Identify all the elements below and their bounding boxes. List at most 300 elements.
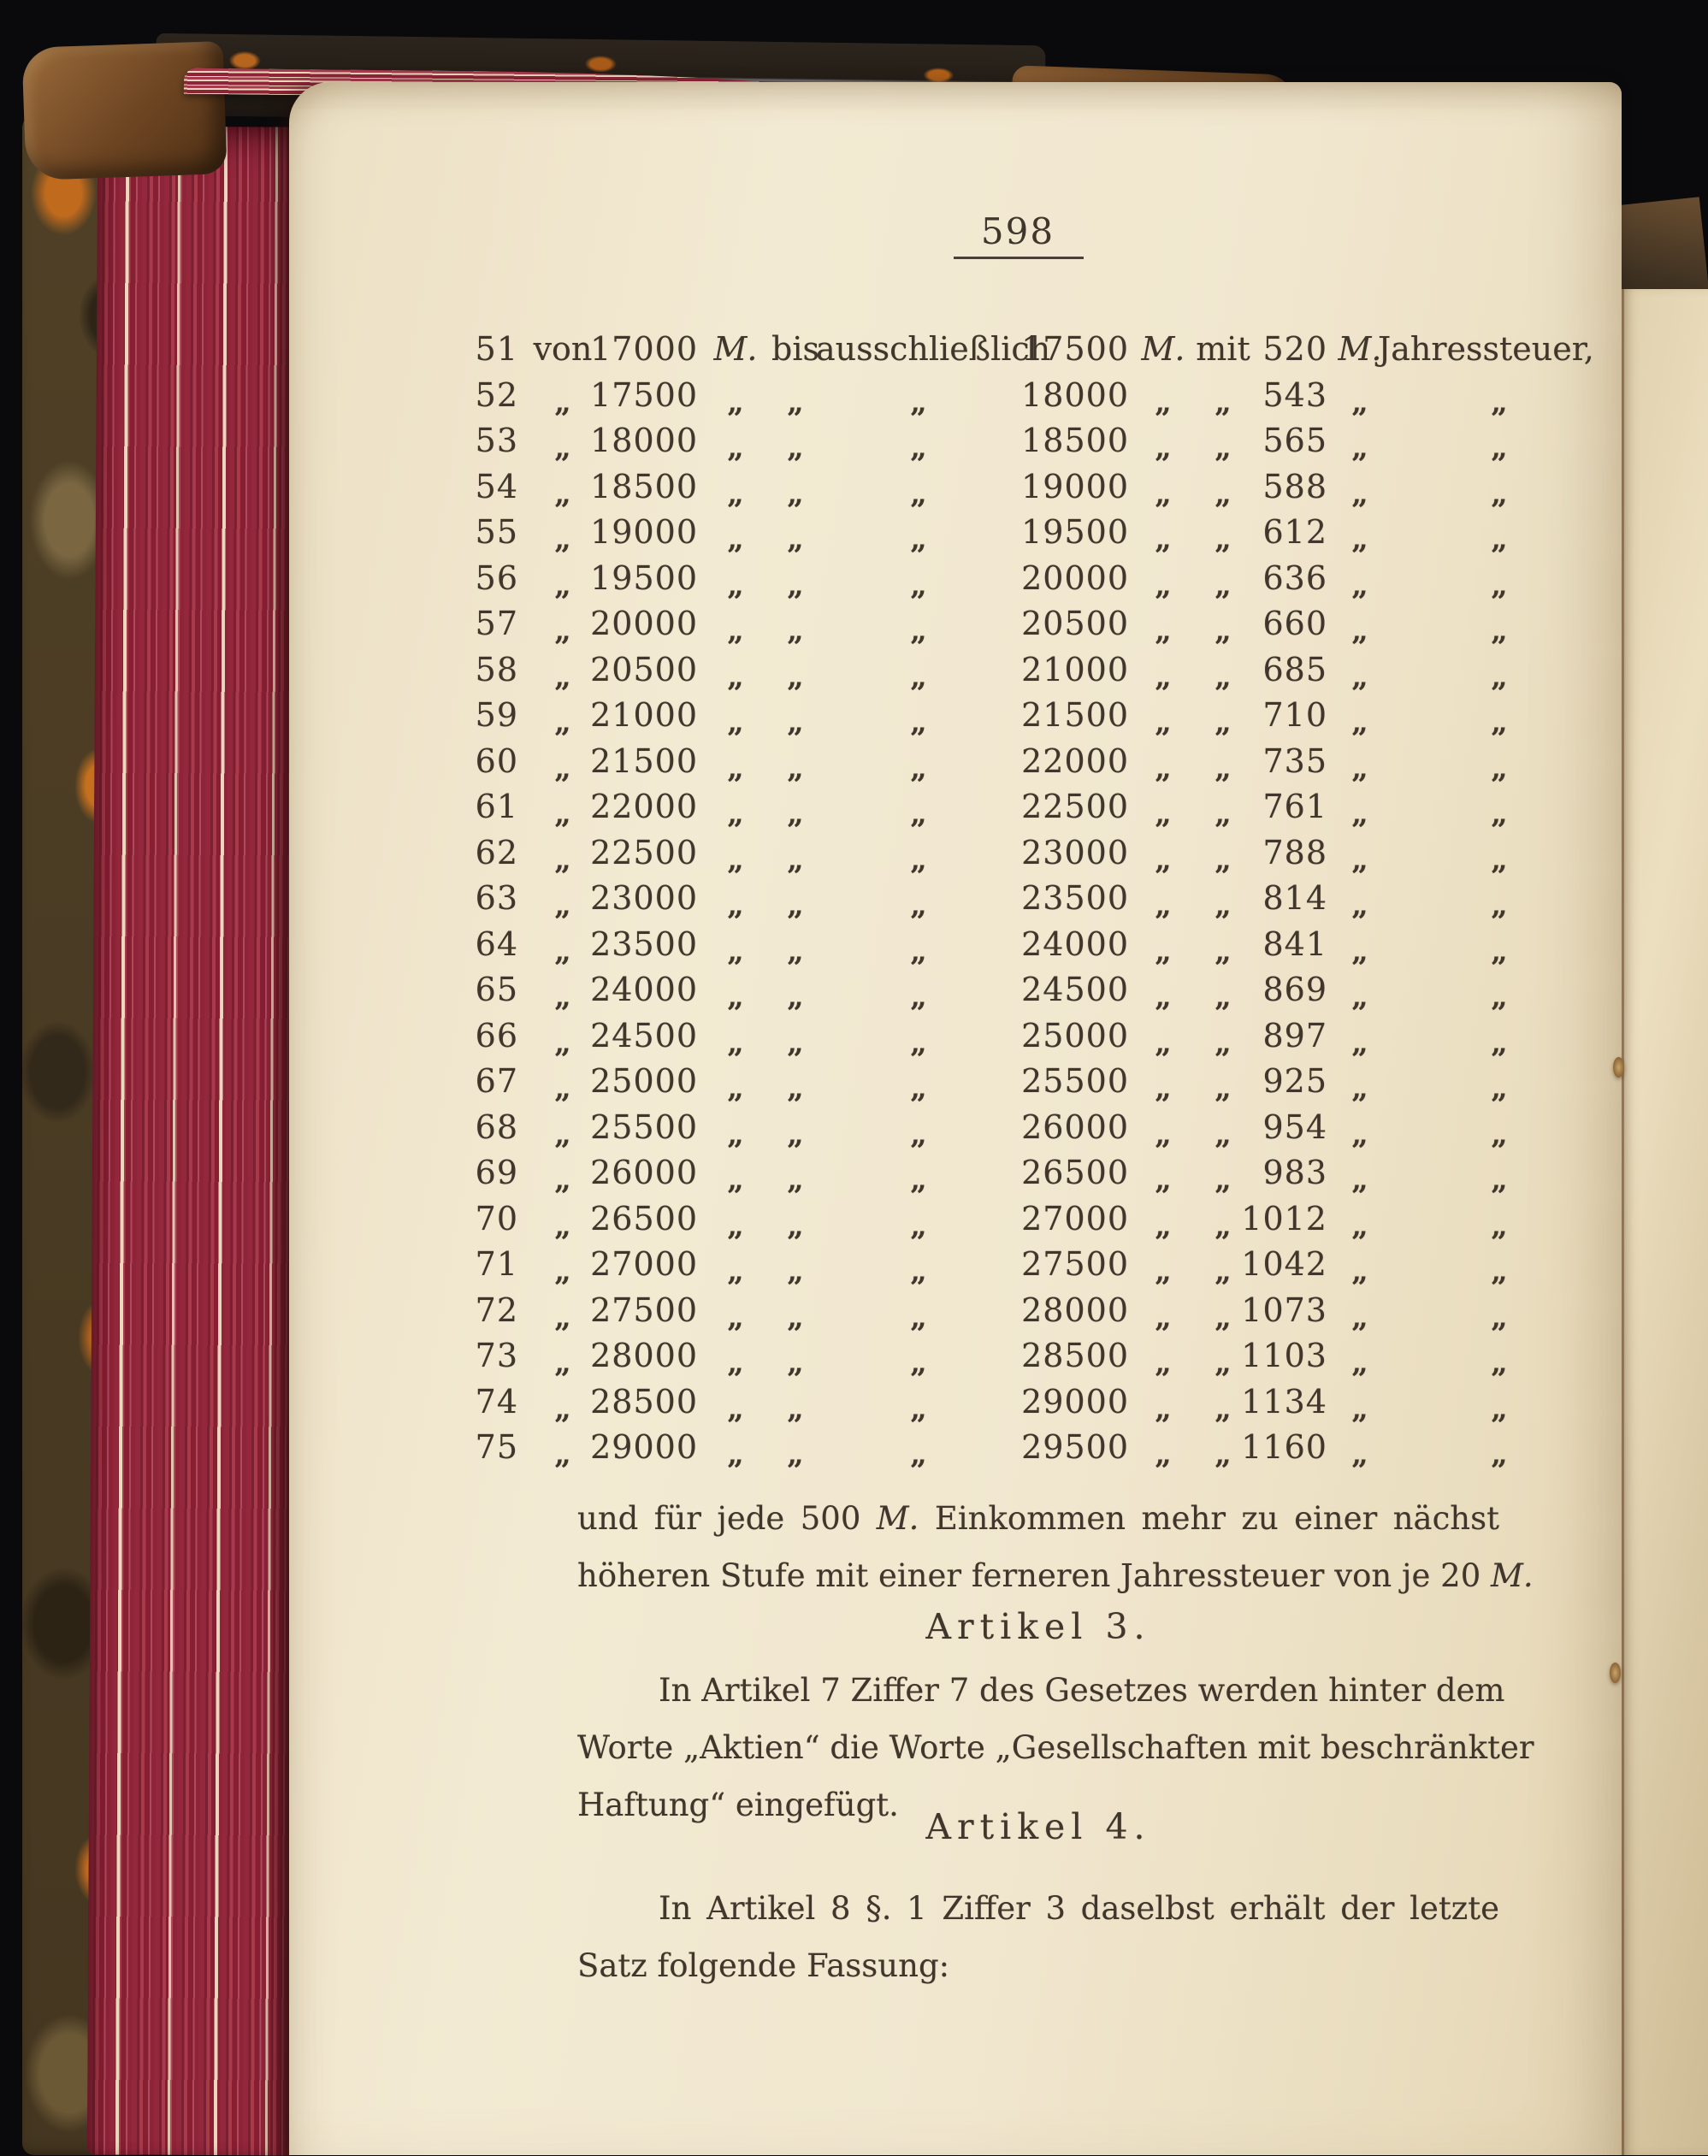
bis-label: „ bbox=[787, 523, 804, 557]
tax-bracket-number: 71 bbox=[475, 1245, 518, 1283]
jahressteuer-label: „ bbox=[1491, 797, 1508, 831]
income-to-value: 20500 bbox=[1021, 605, 1129, 642]
mark-symbol: M. bbox=[1141, 330, 1185, 368]
bis-label: „ bbox=[787, 1346, 804, 1380]
income-from-value: 23000 bbox=[590, 879, 698, 917]
tax-amount-value: 1103 bbox=[1241, 1337, 1327, 1374]
tax-amount-value: 983 bbox=[1262, 1154, 1327, 1191]
ausschliesslich-label: „ bbox=[910, 1208, 927, 1243]
income-from-value: 20000 bbox=[590, 605, 698, 642]
jahressteuer-label: „ bbox=[1491, 431, 1508, 465]
bis-label: „ bbox=[787, 1300, 804, 1335]
tax-amount-value: 520 bbox=[1262, 330, 1327, 368]
tax-amount-value: 841 bbox=[1262, 924, 1327, 963]
von-label: „ bbox=[554, 1117, 571, 1152]
page-number: 598 bbox=[980, 210, 1055, 252]
text-line: In Artikel 7 Ziffer 7 des Gesetzes werden hinter dem bbox=[659, 1672, 1505, 1709]
ausschliesslich-label: „ bbox=[910, 1391, 927, 1427]
income-from-value: 26500 bbox=[590, 1199, 698, 1237]
mark-symbol: „ bbox=[1351, 1346, 1368, 1380]
mit-label: mit bbox=[1196, 330, 1250, 368]
tax-bracket-number: 64 bbox=[475, 924, 518, 963]
jahressteuer-label: „ bbox=[1491, 934, 1508, 969]
adjacent-page-edge bbox=[1622, 289, 1708, 2155]
bis-label: „ bbox=[787, 1025, 804, 1060]
income-from-value: 18000 bbox=[590, 422, 698, 459]
jahressteuer-label: „ bbox=[1491, 659, 1508, 694]
income-to-value: 22000 bbox=[1021, 741, 1129, 780]
artikel-4-paragraph bbox=[577, 1880, 1499, 1994]
tax-bracket-number: 70 bbox=[475, 1199, 518, 1237]
jahressteuer-label: „ bbox=[1491, 1438, 1508, 1472]
ausschliesslich-label: „ bbox=[910, 431, 927, 465]
income-from-value: 17500 bbox=[590, 375, 698, 414]
jahressteuer-label: „ bbox=[1491, 842, 1508, 877]
mark-symbol: „ bbox=[1351, 659, 1368, 694]
income-to-value: 21500 bbox=[1021, 696, 1129, 734]
mark-symbol: „ bbox=[1155, 614, 1172, 648]
mit-label: „ bbox=[1215, 1117, 1232, 1152]
von-label: „ bbox=[554, 659, 571, 694]
ausschliesslich-label: „ bbox=[910, 1438, 927, 1472]
von-label: „ bbox=[554, 934, 571, 969]
ausschliesslich-label: „ bbox=[910, 980, 927, 1014]
von-label: „ bbox=[554, 1255, 571, 1289]
von-label: „ bbox=[554, 1391, 571, 1427]
artikel-3-heading: Artikel 3. bbox=[925, 1606, 1151, 1647]
mark-symbol: „ bbox=[727, 385, 744, 420]
tax-amount-value: 814 bbox=[1262, 879, 1327, 917]
bis-label: „ bbox=[787, 659, 804, 694]
ausschliesslich-label: „ bbox=[910, 523, 927, 557]
ausschliesslich-label: „ bbox=[910, 706, 927, 740]
income-from-value: 28500 bbox=[590, 1382, 698, 1421]
closing-paragraph bbox=[577, 1490, 1534, 1604]
von-label: „ bbox=[554, 1072, 571, 1106]
income-to-value: 29500 bbox=[1021, 1428, 1129, 1466]
mark-symbol: „ bbox=[1351, 1391, 1368, 1427]
mark-symbol: „ bbox=[727, 568, 744, 603]
bis-label: „ bbox=[787, 1163, 804, 1197]
mark-symbol: „ bbox=[1351, 751, 1368, 786]
income-to-value: 20000 bbox=[1021, 558, 1129, 597]
mark-symbol: „ bbox=[1155, 1438, 1172, 1472]
jahressteuer-label: „ bbox=[1491, 568, 1508, 603]
tax-amount-value: 660 bbox=[1262, 605, 1327, 642]
mark-symbol: „ bbox=[727, 980, 744, 1014]
von-label: „ bbox=[554, 1438, 571, 1472]
income-from-value: 17000 bbox=[590, 330, 698, 368]
tax-bracket-number: 75 bbox=[475, 1428, 518, 1466]
mark-symbol: „ bbox=[727, 431, 744, 465]
income-from-value: 21000 bbox=[590, 696, 698, 734]
von-label: „ bbox=[554, 431, 571, 465]
page-number-rule bbox=[954, 257, 1084, 259]
tax-bracket-number: 74 bbox=[475, 1382, 518, 1421]
mark-symbol: „ bbox=[1155, 980, 1172, 1014]
mark-symbol: „ bbox=[1351, 1025, 1368, 1060]
mark-symbol: „ bbox=[727, 1255, 744, 1289]
mit-label: „ bbox=[1215, 1072, 1232, 1106]
ausschliesslich-label: „ bbox=[910, 1117, 927, 1152]
mit-label: „ bbox=[1215, 431, 1232, 465]
income-from-value: 19000 bbox=[590, 513, 698, 551]
income-to-value: 24000 bbox=[1021, 924, 1129, 963]
bis-label: „ bbox=[787, 751, 804, 786]
jahressteuer-label: „ bbox=[1491, 980, 1508, 1014]
mit-label: „ bbox=[1215, 659, 1232, 694]
tax-bracket-number: 57 bbox=[475, 605, 518, 642]
income-to-value: 26000 bbox=[1021, 1108, 1129, 1146]
mit-label: „ bbox=[1215, 1438, 1232, 1472]
income-from-value: 22500 bbox=[590, 833, 698, 871]
text-line: Satz folgende Fassung: bbox=[577, 1947, 950, 1984]
mark-symbol: „ bbox=[1351, 1208, 1368, 1243]
income-from-value: 18500 bbox=[590, 467, 698, 505]
tax-bracket-number: 51 bbox=[475, 330, 518, 368]
mark-symbol: „ bbox=[1155, 523, 1172, 557]
bis-label: „ bbox=[787, 1117, 804, 1152]
jahressteuer-label: „ bbox=[1491, 1163, 1508, 1197]
income-from-value: 24500 bbox=[590, 1016, 698, 1054]
ausschliesslich-label: „ bbox=[910, 476, 927, 511]
mark-symbol: „ bbox=[727, 1208, 744, 1243]
tax-amount-value: 1073 bbox=[1241, 1291, 1327, 1329]
mit-label: „ bbox=[1215, 934, 1232, 969]
tax-amount-value: 1042 bbox=[1241, 1245, 1327, 1283]
mark-symbol: „ bbox=[1351, 523, 1368, 557]
tax-amount-value: 735 bbox=[1262, 741, 1327, 780]
mark-symbol: „ bbox=[727, 706, 744, 740]
tax-amount-value: 897 bbox=[1262, 1016, 1327, 1054]
tax-bracket-number: 66 bbox=[475, 1016, 518, 1054]
mark-symbol: „ bbox=[727, 523, 744, 557]
tax-amount-value: 565 bbox=[1262, 422, 1327, 459]
bis-label: „ bbox=[787, 1072, 804, 1106]
mit-label: „ bbox=[1215, 1300, 1232, 1335]
tax-bracket-number: 62 bbox=[475, 833, 518, 871]
text-line: höheren Stufe mit einer ferneren Jahressteuer von je 20 M. bbox=[577, 1557, 1534, 1594]
mark-symbol: „ bbox=[727, 1025, 744, 1060]
tax-amount-value: 925 bbox=[1262, 1062, 1327, 1100]
mit-label: „ bbox=[1215, 1208, 1232, 1243]
mark-symbol: „ bbox=[1155, 1208, 1172, 1243]
income-from-value: 29000 bbox=[590, 1428, 698, 1466]
jahressteuer-label: „ bbox=[1491, 889, 1508, 923]
book-spine-leather-corner bbox=[21, 41, 227, 180]
von-label: „ bbox=[554, 980, 571, 1014]
tax-bracket-number: 58 bbox=[475, 650, 518, 688]
income-to-value: 28000 bbox=[1021, 1291, 1129, 1329]
mit-label: „ bbox=[1215, 1255, 1232, 1289]
income-from-value: 27500 bbox=[590, 1291, 698, 1329]
tax-amount-value: 685 bbox=[1262, 650, 1327, 688]
mit-label: „ bbox=[1215, 385, 1232, 420]
mark-symbol: „ bbox=[1155, 934, 1172, 969]
mark-symbol: „ bbox=[727, 1072, 744, 1106]
tax-bracket-number: 65 bbox=[475, 971, 518, 1008]
tax-bracket-number: 72 bbox=[475, 1291, 518, 1329]
income-to-value: 23500 bbox=[1021, 879, 1129, 917]
tax-amount-value: 1012 bbox=[1241, 1199, 1327, 1237]
von-label: „ bbox=[554, 797, 571, 831]
mark-symbol: „ bbox=[1155, 476, 1172, 511]
bis-label: „ bbox=[787, 934, 804, 969]
income-to-value: 17500 bbox=[1021, 330, 1129, 368]
bis-label: „ bbox=[787, 797, 804, 831]
mark-symbol: „ bbox=[727, 1391, 744, 1427]
bis-label: „ bbox=[787, 385, 804, 420]
ausschliesslich-label: „ bbox=[910, 385, 927, 420]
tax-bracket-number: 52 bbox=[475, 375, 518, 414]
jahressteuer-label: „ bbox=[1491, 1117, 1508, 1152]
ausschliesslich-label: „ bbox=[910, 934, 927, 969]
tax-amount-value: 710 bbox=[1262, 696, 1327, 734]
ausschliesslich-label: „ bbox=[910, 568, 927, 603]
jahressteuer-label: „ bbox=[1491, 1255, 1508, 1289]
income-to-value: 28500 bbox=[1021, 1337, 1129, 1374]
mit-label: „ bbox=[1215, 889, 1232, 923]
tax-amount-value: 1160 bbox=[1241, 1428, 1327, 1466]
mit-label: „ bbox=[1215, 842, 1232, 877]
jahressteuer-label: „ bbox=[1491, 1346, 1508, 1380]
jahressteuer-label: „ bbox=[1491, 1300, 1508, 1335]
tax-bracket-number: 73 bbox=[475, 1337, 518, 1374]
text-line: Haftung“ eingefügt. bbox=[577, 1787, 899, 1823]
mark-symbol: „ bbox=[1351, 385, 1368, 420]
mark-symbol: „ bbox=[1155, 659, 1172, 694]
von-label: „ bbox=[554, 1208, 571, 1243]
mark-symbol: „ bbox=[727, 751, 744, 786]
mark-symbol: „ bbox=[1155, 1300, 1172, 1335]
mit-label: „ bbox=[1215, 614, 1232, 648]
jahressteuer-label: „ bbox=[1491, 706, 1508, 740]
text-line: Worte „Aktien“ die Worte „Gesellschaften mit beschränkter bbox=[577, 1729, 1534, 1766]
tax-amount-value: 543 bbox=[1262, 375, 1327, 414]
tax-bracket-number: 53 bbox=[475, 422, 518, 459]
income-from-value: 27000 bbox=[590, 1245, 698, 1283]
von-label: „ bbox=[554, 614, 571, 648]
ausschliesslich-label: „ bbox=[910, 614, 927, 648]
mark-symbol: M. bbox=[1338, 330, 1382, 368]
income-from-value: 21500 bbox=[590, 741, 698, 780]
tax-amount-value: 612 bbox=[1262, 513, 1327, 551]
mark-symbol: „ bbox=[1155, 385, 1172, 420]
mark-symbol: „ bbox=[1351, 889, 1368, 923]
income-to-value: 26500 bbox=[1021, 1154, 1129, 1191]
mit-label: „ bbox=[1215, 1163, 1232, 1197]
income-from-value: 20500 bbox=[590, 650, 698, 688]
tax-bracket-number: 60 bbox=[475, 741, 518, 780]
von-label: „ bbox=[554, 751, 571, 786]
mark-symbol: „ bbox=[727, 476, 744, 511]
ausschliesslich-label: „ bbox=[910, 1025, 927, 1060]
ausschliesslich-label: ausschließlich bbox=[816, 330, 1051, 368]
bis-label: „ bbox=[787, 431, 804, 465]
income-to-value: 19000 bbox=[1021, 467, 1129, 505]
mark-symbol: „ bbox=[727, 659, 744, 694]
mit-label: „ bbox=[1215, 1025, 1232, 1060]
mit-label: „ bbox=[1215, 1346, 1232, 1380]
income-from-value: 26000 bbox=[590, 1154, 698, 1191]
ausschliesslich-label: „ bbox=[910, 659, 927, 694]
artikel-4-heading: Artikel 4. bbox=[925, 1806, 1151, 1847]
mark-symbol: „ bbox=[1155, 751, 1172, 786]
von-label: „ bbox=[554, 842, 571, 877]
tax-bracket-number: 55 bbox=[475, 513, 518, 551]
von-label: „ bbox=[554, 1025, 571, 1060]
tax-bracket-number: 69 bbox=[475, 1154, 518, 1191]
ausschliesslich-label: „ bbox=[910, 1346, 927, 1380]
tax-amount-value: 869 bbox=[1262, 971, 1327, 1008]
income-from-value: 23500 bbox=[590, 924, 698, 963]
book-page-fore-edges bbox=[87, 126, 301, 2155]
mark-symbol: „ bbox=[727, 1300, 744, 1335]
income-from-value: 25000 bbox=[590, 1062, 698, 1100]
ausschliesslich-label: „ bbox=[910, 842, 927, 877]
ausschliesslich-label: „ bbox=[910, 1255, 927, 1289]
mark-symbol: „ bbox=[1155, 1117, 1172, 1152]
mark-symbol: „ bbox=[727, 1346, 744, 1380]
income-from-value: 28000 bbox=[590, 1337, 698, 1374]
bis-label: „ bbox=[787, 706, 804, 740]
ausschliesslich-label: „ bbox=[910, 751, 927, 786]
mark-symbol: „ bbox=[727, 1163, 744, 1197]
von-label: „ bbox=[554, 1163, 571, 1197]
von-label: „ bbox=[554, 523, 571, 557]
bis-label: „ bbox=[787, 568, 804, 603]
income-to-value: 23000 bbox=[1021, 833, 1129, 871]
jahressteuer-label: „ bbox=[1491, 476, 1508, 511]
income-to-value: 22500 bbox=[1021, 788, 1129, 825]
tax-amount-value: 1134 bbox=[1241, 1382, 1327, 1421]
jahressteuer-label: „ bbox=[1491, 614, 1508, 648]
mark-symbol: „ bbox=[1155, 1255, 1172, 1289]
mark-symbol: „ bbox=[1155, 842, 1172, 877]
von-label: „ bbox=[554, 706, 571, 740]
mit-label: „ bbox=[1215, 751, 1232, 786]
ausschliesslich-label: „ bbox=[910, 1072, 927, 1106]
tax-bracket-number: 56 bbox=[475, 558, 518, 597]
mark-symbol: „ bbox=[1155, 1346, 1172, 1380]
jahressteuer-label: „ bbox=[1491, 751, 1508, 786]
mark-symbol: „ bbox=[727, 797, 744, 831]
jahressteuer-label: „ bbox=[1491, 523, 1508, 557]
tax-bracket-number: 61 bbox=[475, 788, 518, 825]
mark-symbol: „ bbox=[727, 889, 744, 923]
mark-symbol: „ bbox=[1351, 614, 1368, 648]
bis-label: „ bbox=[787, 1255, 804, 1289]
income-to-value: 27000 bbox=[1021, 1199, 1129, 1237]
mark-symbol: „ bbox=[727, 842, 744, 877]
tax-bracket-number: 63 bbox=[475, 879, 518, 917]
income-from-value: 24000 bbox=[590, 971, 698, 1008]
income-to-value: 19500 bbox=[1021, 513, 1129, 551]
bis-label: „ bbox=[787, 889, 804, 923]
tax-bracket-number: 68 bbox=[475, 1108, 518, 1146]
mark-symbol: „ bbox=[1351, 1117, 1368, 1152]
tax-bracket-number: 54 bbox=[475, 467, 518, 505]
mark-symbol: „ bbox=[1351, 934, 1368, 969]
jahressteuer-label: „ bbox=[1491, 1025, 1508, 1060]
mark-symbol: „ bbox=[1351, 1072, 1368, 1106]
mit-label: „ bbox=[1215, 706, 1232, 740]
mit-label: „ bbox=[1215, 797, 1232, 831]
mark-symbol: „ bbox=[727, 614, 744, 648]
von-label: „ bbox=[554, 1346, 571, 1380]
mark-symbol: „ bbox=[1155, 889, 1172, 923]
text-line: und für jede 500 M. Einkommen mehr zu einer nächst bbox=[577, 1500, 1499, 1537]
mark-symbol: „ bbox=[1351, 797, 1368, 831]
mit-label: „ bbox=[1215, 476, 1232, 511]
von-label: „ bbox=[554, 568, 571, 603]
bis-label: „ bbox=[787, 614, 804, 648]
mark-symbol: „ bbox=[1351, 476, 1368, 511]
mark-symbol: „ bbox=[1351, 1438, 1368, 1472]
ausschliesslich-label: „ bbox=[910, 889, 927, 923]
income-to-value: 18000 bbox=[1021, 375, 1129, 414]
mark-symbol: „ bbox=[1351, 1300, 1368, 1335]
income-to-value: 29000 bbox=[1021, 1382, 1129, 1421]
mark-symbol: „ bbox=[1155, 1163, 1172, 1197]
income-to-value: 27500 bbox=[1021, 1245, 1129, 1283]
von-label: von bbox=[533, 330, 593, 368]
income-to-value: 25500 bbox=[1021, 1062, 1129, 1100]
income-from-value: 25500 bbox=[590, 1108, 698, 1146]
income-to-value: 25000 bbox=[1021, 1016, 1129, 1054]
tax-amount-value: 761 bbox=[1262, 788, 1327, 825]
mark-symbol: „ bbox=[1351, 1163, 1368, 1197]
mark-symbol: „ bbox=[1351, 431, 1368, 465]
bis-label: bis bbox=[771, 330, 819, 368]
von-label: „ bbox=[554, 1300, 571, 1335]
mark-symbol: „ bbox=[1155, 706, 1172, 740]
income-to-value: 18500 bbox=[1021, 422, 1129, 459]
mark-symbol: „ bbox=[727, 1438, 744, 1472]
ausschliesslich-label: „ bbox=[910, 797, 927, 831]
bis-label: „ bbox=[787, 1438, 804, 1472]
mark-symbol: „ bbox=[1351, 842, 1368, 877]
jahressteuer-label: „ bbox=[1491, 1391, 1508, 1427]
mit-label: „ bbox=[1215, 568, 1232, 603]
mit-label: „ bbox=[1215, 523, 1232, 557]
mark-symbol: „ bbox=[1155, 431, 1172, 465]
income-from-value: 19500 bbox=[590, 558, 698, 597]
mark-symbol: „ bbox=[1351, 706, 1368, 740]
von-label: „ bbox=[554, 385, 571, 420]
tax-amount-value: 788 bbox=[1262, 833, 1327, 871]
page-content bbox=[289, 82, 1622, 2155]
tax-amount-value: 954 bbox=[1262, 1108, 1327, 1146]
mark-symbol: „ bbox=[727, 1117, 744, 1152]
tax-amount-value: 636 bbox=[1262, 558, 1327, 597]
text-line: In Artikel 8 §. 1 Ziffer 3 daselbst erhält der letzte bbox=[659, 1890, 1499, 1927]
income-from-value: 22000 bbox=[590, 788, 698, 825]
tax-bracket-number: 59 bbox=[475, 696, 518, 734]
bis-label: „ bbox=[787, 980, 804, 1014]
mark-symbol: „ bbox=[1351, 1255, 1368, 1289]
mark-symbol: „ bbox=[1351, 980, 1368, 1014]
jahressteuer-label: Jahressteuer, bbox=[1378, 330, 1594, 368]
ausschliesslich-label: „ bbox=[910, 1163, 927, 1197]
von-label: „ bbox=[554, 476, 571, 511]
mark-symbol: „ bbox=[1155, 797, 1172, 831]
mark-symbol: „ bbox=[1155, 1025, 1172, 1060]
mit-label: „ bbox=[1215, 1391, 1232, 1427]
jahressteuer-label: „ bbox=[1491, 1072, 1508, 1106]
bis-label: „ bbox=[787, 1391, 804, 1427]
mark-symbol: M. bbox=[713, 330, 758, 368]
